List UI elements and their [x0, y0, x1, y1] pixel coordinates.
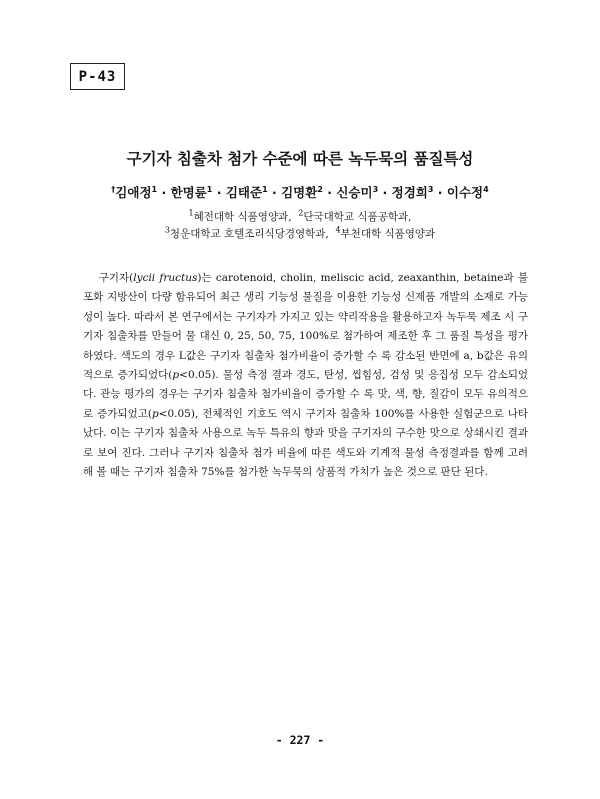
- author-name: 김명환: [281, 185, 318, 200]
- author-separator: ·: [433, 185, 447, 200]
- affiliation-line-2: [0, 226, 600, 241]
- affiliation-number: 2: [298, 208, 304, 218]
- affiliation-line-1: [0, 209, 600, 224]
- author-separator: ·: [267, 185, 282, 200]
- author-name: 한명륜: [170, 185, 207, 200]
- author-affiliation-number: 2: [317, 184, 323, 194]
- poster-number: P-43: [78, 68, 117, 85]
- affiliation-number: 4: [335, 225, 341, 235]
- author-affiliation-number: 4: [483, 184, 489, 194]
- author-affiliation-number: 1: [151, 184, 158, 194]
- author-affiliation-number: 1: [262, 184, 268, 194]
- abstract-italic-scientific-name: lycii fructus: [133, 272, 198, 284]
- abstract-text: )는 carotenoid, cholin, meliscic acid, zeaxanthin, betaine과 불포화 지방산이 다량 함유되어 최근 생리 기능성 물질을 이용한 기능성 신제품 개발의 소재로 가능성이 높다. 따라서 본 연구에서는 구기자가 가지고 있는 약리작용을 활용하고자 녹두묵 제조 시 구기자 침출차를 만들어 물 대신 0, 25, 50, 75, 100%로 첨가하여 제조한 후 그 품질 특성을 평가하였다. 색도의 경우 L값은 구기자 침출차 첨가비율이 증가할 수 록 감소된 반면에 a, b값은 유의적으로 증가되었다(: [83, 272, 528, 382]
- author-separator: ·: [157, 185, 171, 200]
- poster-number-box: [70, 63, 125, 90]
- affiliation-name: 청운대학교 호텔조리식당경영학과,: [169, 228, 329, 240]
- author-separator: ·: [212, 185, 226, 200]
- author-name: 김애정: [115, 185, 152, 200]
- page-number: - 227 -: [275, 733, 325, 747]
- affiliation-name: 혜전대학 식품영양과,: [193, 211, 292, 223]
- author-separator: ·: [378, 185, 392, 200]
- paper-title: 구기자 침출차 첨가 수준에 따른 녹두묵의 품질특성: [126, 150, 474, 168]
- author-separator: ·: [322, 185, 337, 200]
- abstract-text: 구기자(: [98, 272, 134, 284]
- author-affiliation-number: 3: [427, 184, 434, 194]
- abstract-text: <0.05). 물성 측정 결과 경도, 탄성, 씹힘성, 검성 및 응집성 모두 감소되었다. 관능 평가의 경우는 구기자 침출차 첨가비율이 증가할 수 록 맛, 색, 향, 질감이 모두 유의적으로 증가되었고(: [83, 369, 529, 420]
- abstract-text: <0.05), 전체적인 기호도 역시 구기자 침출차 100%를 사용한 실험군으로 나타났다. 이는 구기자 침출차 사용으로 녹두 특유의 향과 맛을 구기자의 구수한 맛으로 상쇄시킨 결과로 보여 진다. 그러나 구기자 침출차 첨가 비율에 따른 색도와 기계적 물성 측정결과를 함께 고려해 볼 때는 구기자 침출차 75%를 첨가한 녹두묵의 상품적 가치가 높은 것으로 판단 된다.: [83, 407, 528, 479]
- abstract-italic-p: p: [151, 407, 159, 420]
- author-affiliation-number: 3: [372, 184, 379, 194]
- author-list: [0, 183, 600, 201]
- affiliation-name: 단국대학교 식품공학과,: [303, 211, 412, 223]
- abstract-italic-p: p: [172, 369, 180, 382]
- abstract-paragraph: [83, 269, 528, 482]
- corresponding-author-marker: †: [111, 184, 116, 194]
- affiliation-name: 부천대학 식품영양과: [340, 228, 436, 240]
- author-name: 정경희: [391, 185, 428, 200]
- author-name: 신승미: [336, 185, 373, 200]
- affiliation-number: 3: [164, 225, 170, 235]
- author-name: 이수정: [446, 185, 484, 200]
- affiliation-number: 1: [188, 208, 194, 218]
- author-affiliation-number: 1: [206, 184, 213, 194]
- author-name: 김태준: [225, 185, 263, 200]
